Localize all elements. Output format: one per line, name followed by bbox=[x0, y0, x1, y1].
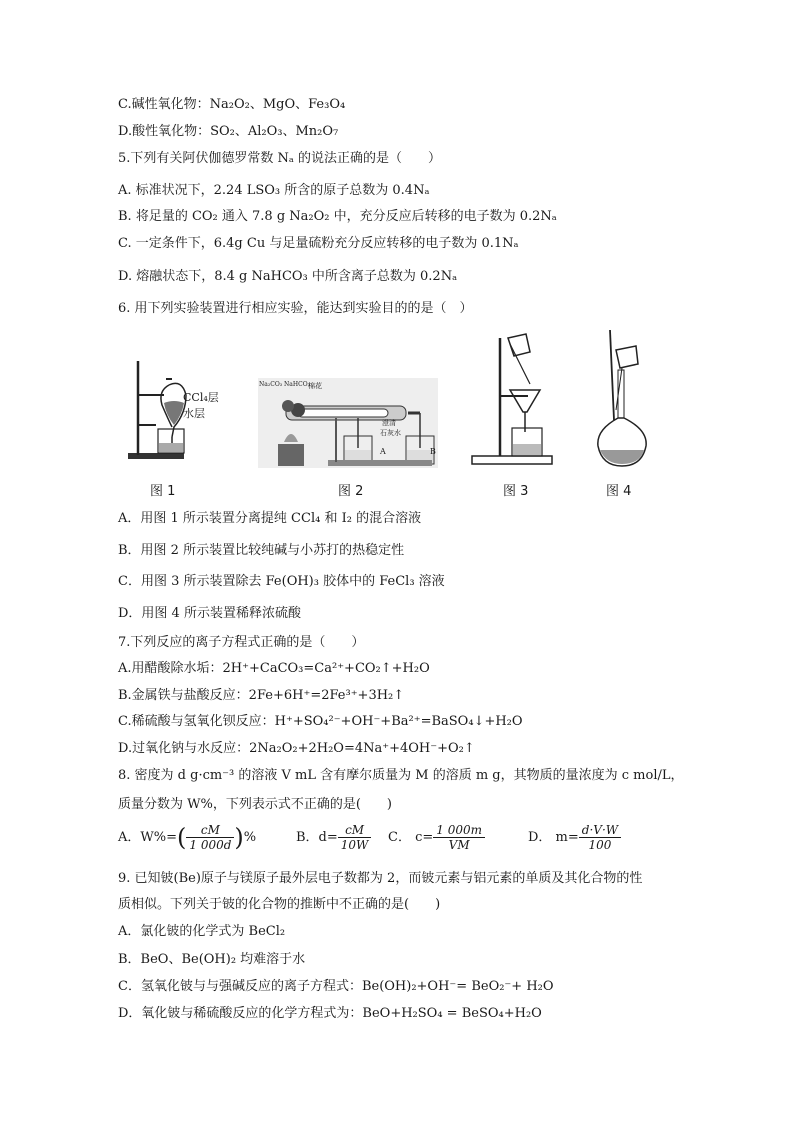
q4-option-c: C.碱性氧化物：Na₂O₂、MgO、Fe₃O₄ bbox=[118, 97, 346, 112]
figure-2-label-cotton: 棉花 bbox=[308, 382, 322, 390]
q6-stem: 6. 用下列实验装置进行相应实验，能达到实验目的的是（ ） bbox=[118, 301, 473, 316]
figure-4-dilution-apparatus bbox=[592, 330, 664, 470]
figure-2-label-salts: Na₂CO₃ NaHCO₃ bbox=[259, 381, 311, 388]
figure-1-separatory-funnel bbox=[124, 355, 234, 465]
q5-option-b: B. 将足量的 CO₂ 通入 7.8 g Na₂O₂ 中，充分反应后转移的电子数为 0.2Nₐ bbox=[118, 209, 557, 224]
q8-a-prefix: A．W%= bbox=[118, 830, 177, 845]
q5-stem: 5.下列有关阿伏伽德罗常数 Nₐ 的说法正确的是（ ） bbox=[118, 151, 442, 166]
q7-stem: 7.下列反应的离子方程式正确的是（ ） bbox=[118, 635, 365, 650]
q8-c-prefix: C． c= bbox=[388, 830, 434, 845]
q6-option-c: C．用图 3 所示装置除去 Fe(OH)₃ 胶体中的 FeCl₃ 溶液 bbox=[118, 574, 445, 589]
q5-option-d: D. 熔融状态下，8.4 g NaHCO₃ 中所含离子总数为 0.2Nₐ bbox=[118, 269, 458, 284]
q5-option-a: A. 标准状况下，2.24 LSO₃ 所含的原子总数为 0.4Nₐ bbox=[118, 183, 430, 198]
q4-option-d: D.酸性氧化物：SO₂、Al₂O₃、Mn₂O₇ bbox=[118, 124, 339, 139]
q8-option-c bbox=[388, 823, 485, 852]
q9-stem-line-1: 9. 已知铍(Be)原子与镁原子最外层电子数都为 2，而铍元素与铝元素的单质及其化合物的性 bbox=[118, 871, 643, 886]
q8-stem-line-1: 8. 密度为 d g·cm⁻³ 的溶液 V mL 含有摩尔质量为 M 的溶质 m g，其物质的量浓度为 c mol/L， bbox=[118, 768, 684, 783]
q8-option-d bbox=[528, 823, 621, 852]
figure-2-caption: 图 2 bbox=[338, 484, 364, 499]
q8-b-fraction: $\frac{cM}{10W}$ bbox=[338, 823, 372, 852]
q8-d-prefix: D． m= bbox=[528, 830, 579, 845]
q9-stem-line-2: 质相似。下列关于铍的化合物的推断中不正确的是( ) bbox=[118, 897, 441, 912]
figure-3-filtration-apparatus bbox=[470, 332, 560, 467]
figure-2-label-limewater-1: 澄清 bbox=[382, 419, 396, 427]
figure-1-label-ccl4: CCl₄层 bbox=[183, 391, 219, 404]
q9-option-b: B．BeO、Be(OH)₂ 均难溶于水 bbox=[118, 952, 306, 967]
q8-d-fraction: $\frac{d\cdot V\cdot W}{100}$ bbox=[579, 823, 621, 852]
q8-b-prefix: B．d= bbox=[296, 830, 338, 845]
q8-a-suffix: % bbox=[243, 830, 257, 845]
figure-2-label-limewater-2: 石灰水 bbox=[380, 429, 401, 437]
q8-option-a: A．W%=( $\frac{cM}{1 000d}$ )% bbox=[118, 823, 257, 852]
q7-option-b: B.金属铁与盐酸反应：2Fe+6H⁺=2Fe³⁺+3H₂↑ bbox=[118, 688, 405, 703]
figure-2-label-a: A bbox=[380, 447, 386, 456]
q7-option-c: C.稀硫酸与氢氧化钡反应：H⁺+SO₄²⁻+OH⁻+Ba²⁺=BaSO₄↓+H₂O bbox=[118, 714, 523, 729]
figure-4-caption: 图 4 bbox=[606, 484, 632, 499]
q9-option-c: C．氢氧化铍与与强碱反应的离子方程式：Be(OH)₂+OH⁻= BeO₂⁻+ H₂O bbox=[118, 979, 554, 994]
q9-option-d: D．氧化铍与稀硫酸反应的化学方程式为：BeO+H₂SO₄ = BeSO₄+H₂O bbox=[118, 1006, 542, 1021]
q7-option-d: D.过氧化钠与水反应：2Na₂O₂+2H₂O=4Na⁺+4OH⁻+O₂↑ bbox=[118, 741, 475, 756]
figure-2-thermal-stability-apparatus bbox=[258, 378, 438, 468]
q8-c-fraction: $\frac{1 000m}{VM}$ bbox=[433, 823, 485, 852]
figure-1-caption: 图 1 bbox=[150, 484, 176, 499]
figure-3-caption: 图 3 bbox=[503, 484, 529, 499]
q5-option-c: C. 一定条件下，6.4g Cu 与足量硫粉充分反应转移的电子数为 0.1Nₐ bbox=[118, 236, 519, 251]
q8-option-b bbox=[296, 823, 371, 852]
q8-stem-line-2: 质量分数为 W%，下列表示式不正确的是( ) bbox=[118, 797, 392, 812]
q7-option-a: A.用醋酸除水垢：2H⁺+CaCO₃=Ca²⁺+CO₂↑+H₂O bbox=[118, 661, 430, 676]
figure-1-label-water: 水层 bbox=[183, 407, 205, 420]
q8-a-fraction: $\frac{cM}{1 000d}$ bbox=[186, 823, 234, 852]
q6-option-d: D．用图 4 所示装置稀释浓硫酸 bbox=[118, 606, 301, 621]
q9-option-a: A．氯化铍的化学式为 BeCl₂ bbox=[118, 924, 286, 939]
figure-2-label-b: B bbox=[430, 447, 436, 456]
q6-option-b: B．用图 2 所示装置比较纯碱与小苏打的热稳定性 bbox=[118, 543, 405, 558]
q6-option-a: A．用图 1 所示装置分离提纯 CCl₄ 和 I₂ 的混合溶液 bbox=[118, 511, 422, 526]
